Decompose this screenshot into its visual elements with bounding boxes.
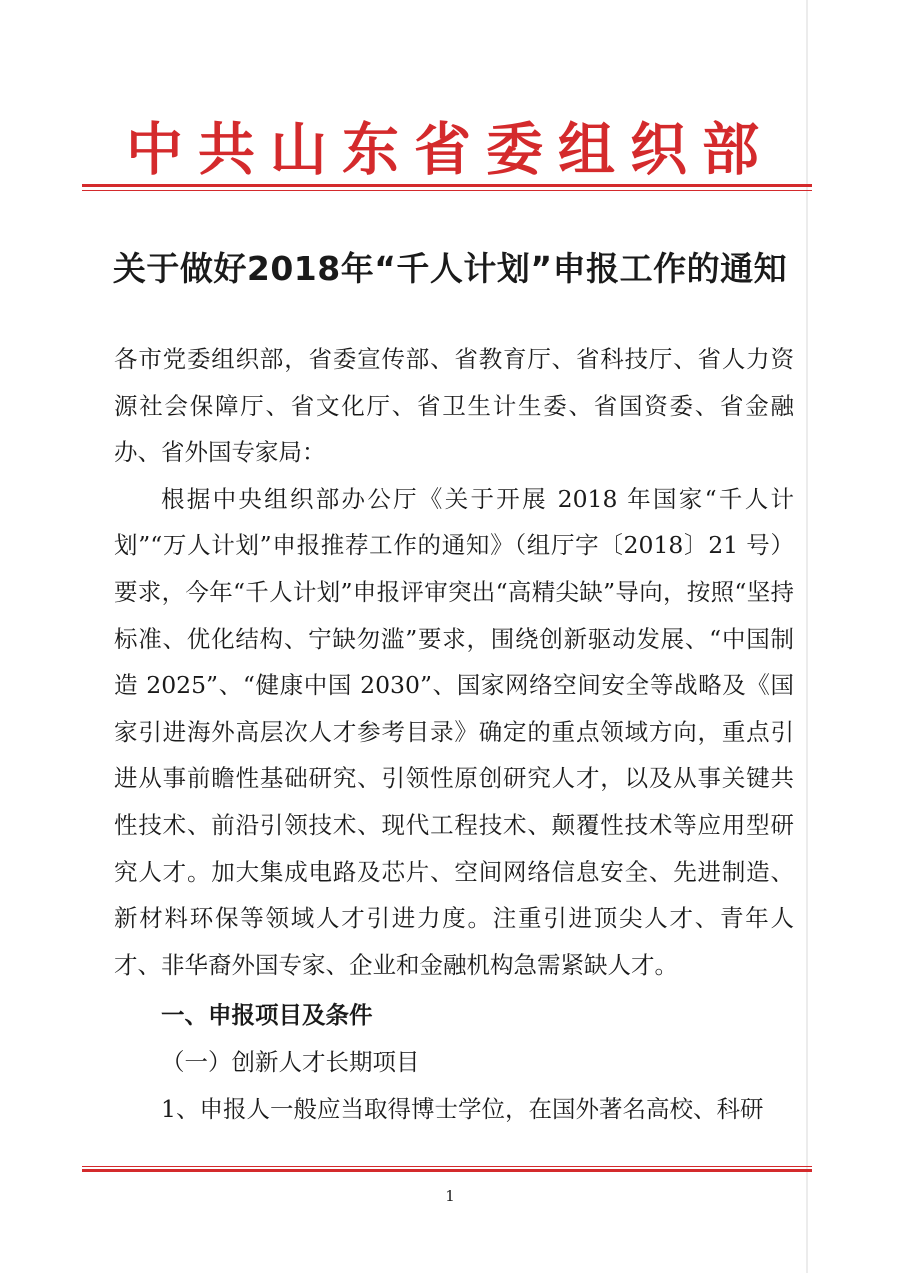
header-red-rule-thick (82, 184, 812, 187)
recipients-paragraph: 各市党委组织部，省委宣传部、省教育厅、省科技厅、省人力资源社会保障厅、省文化厅、省卫生计生委、省国资委、省金融办、省外国专家局： (114, 345, 794, 467)
page-number: 1 (445, 1187, 455, 1205)
document-body (114, 336, 794, 1132)
list-item: 1、申报人一般应当取得博士学位，在国外著名高校、科研 (161, 1094, 764, 1123)
section-heading: 一、申报项目及条件 (161, 1001, 373, 1030)
footer-red-rule-thick (82, 1169, 812, 1172)
issuing-organization-header: 中共山东省委组织部 (126, 117, 774, 183)
footer-red-rule-thin (82, 1166, 812, 1167)
header-red-rule-thin (82, 190, 812, 191)
body-paragraph: 根据中央组织部办公厅《关于开展 2018 年国家“千人计划”“万人计划”申报推荐工作的通知》（组厅字〔2018〕21 号）要求，今年“千人计划”申报评审突出“高精尖缺”导向，按照“坚持标准、优化结构、宁缺勿滥”要求，围绕创新驱动发展、“中国制造 2025”、“健康中国 2030”、国家网络空间安全等战略及《国家引进海外高层次人才参考目录》确定的重点领域方向，重点引进从事前瞻性基础研究、引领性原创研究人才，以及从事关键共性技术、前沿引领技术、现代工程技术、颠覆性技术等应用型研究人才。加大集成电路及芯片、空间网络信息安全、先进制造、新材料环保等领域人才引进力度。注重引进顶尖人才、青年人才、非华裔外国专家、企业和金融机构急需紧缺人才。 (114, 484, 794, 979)
document-title: 关于做好2018年“千人计划”申报工作的通知 (112, 249, 788, 288)
subsection-heading: （一）创新人才长期项目 (161, 1047, 420, 1076)
